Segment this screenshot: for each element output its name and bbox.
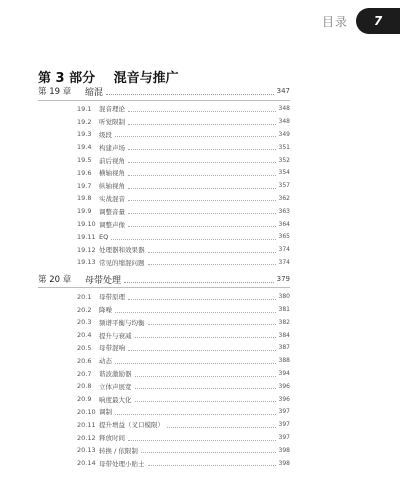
section-page: 374 — [278, 246, 290, 254]
section-row[interactable] — [38, 256, 290, 269]
section-number: 20.1 — [77, 292, 92, 301]
dot-leader — [148, 259, 276, 265]
dot-leader — [128, 157, 276, 163]
section-title: 级段 — [99, 130, 112, 139]
section-page: 348 — [278, 105, 290, 113]
section-number: 19.12 — [77, 245, 96, 254]
section-row[interactable] — [38, 218, 290, 231]
section-row[interactable] — [38, 205, 290, 218]
section-page: 397 — [278, 408, 290, 416]
section-title: 谐波激励器 — [99, 370, 132, 379]
section-row[interactable] — [38, 354, 290, 367]
chapter-number: 第 19 章 — [38, 87, 72, 98]
section-page: 380 — [278, 293, 290, 301]
section-page: 394 — [278, 370, 290, 378]
section-number: 20.13 — [77, 446, 96, 455]
dot-leader — [141, 447, 276, 453]
section-number: 19.5 — [77, 156, 92, 165]
section-number: 20.7 — [77, 369, 92, 378]
section-number: 20.6 — [77, 356, 92, 365]
section-row[interactable] — [38, 141, 290, 154]
page-header — [322, 8, 400, 34]
dot-leader — [115, 358, 276, 364]
section-row[interactable] — [38, 103, 290, 116]
dot-leader — [115, 131, 276, 137]
section-title: 处理器和效果器 — [99, 246, 145, 255]
section-number: 20.2 — [77, 305, 92, 314]
section-page: 396 — [278, 382, 290, 390]
dot-leader — [115, 307, 276, 313]
section-row[interactable] — [38, 290, 290, 303]
section-number: 20.5 — [77, 343, 92, 352]
section-row[interactable] — [38, 367, 290, 380]
section-page: 381 — [278, 306, 290, 314]
section-title: 降噪 — [99, 306, 112, 315]
dot-leader — [128, 195, 276, 201]
section-number: 20.14 — [77, 459, 96, 468]
dot-leader — [128, 170, 276, 176]
section-row[interactable] — [38, 393, 290, 406]
dot-leader — [124, 276, 274, 283]
dot-leader — [148, 247, 276, 253]
section-row[interactable] — [38, 115, 290, 128]
dot-leader — [167, 422, 276, 428]
section-number: 19.11 — [77, 232, 96, 241]
section-page: 374 — [278, 258, 290, 266]
section-row[interactable] — [38, 380, 290, 393]
table-of-contents — [38, 83, 290, 472]
section-page: 398 — [278, 446, 290, 454]
dot-leader — [128, 106, 276, 112]
section-row[interactable] — [38, 431, 290, 444]
section-number: 19.10 — [77, 220, 96, 229]
section-number: 19.1 — [77, 104, 92, 113]
chapter-page: 347 — [276, 87, 290, 96]
section-page: 364 — [278, 220, 290, 228]
section-row[interactable] — [38, 342, 290, 355]
section-number: 19.2 — [77, 117, 92, 126]
section-title: 提升与衰减 — [99, 331, 132, 340]
dot-leader — [115, 409, 276, 415]
section-title: 转换 / 依限制 — [99, 446, 138, 455]
section-title: 调制 — [99, 408, 112, 417]
section-title: 响度最大化 — [99, 395, 132, 404]
dot-leader — [128, 208, 276, 214]
section-page: 397 — [278, 421, 290, 429]
dot-leader — [135, 371, 276, 377]
section-number: 20.10 — [77, 407, 96, 416]
section-row[interactable] — [38, 457, 290, 470]
section-number: 20.12 — [77, 433, 96, 442]
section-title: 母带处理小贴士 — [99, 459, 145, 468]
page-number-tab: 7 — [356, 8, 400, 34]
section-row[interactable] — [38, 444, 290, 457]
dot-leader — [128, 119, 276, 125]
section-title: 横轴视角 — [99, 169, 125, 178]
section-page: 365 — [278, 233, 290, 241]
section-page: 398 — [278, 459, 290, 467]
section-page: 387 — [278, 344, 290, 352]
dot-leader — [128, 294, 276, 300]
chapter-number: 第 20 章 — [38, 275, 72, 286]
chapter-title: 缩混 — [85, 87, 104, 98]
dot-leader — [148, 460, 276, 466]
section-title: 混音理论 — [99, 105, 125, 114]
dot-leader — [135, 332, 276, 338]
chapter-row[interactable] — [38, 83, 290, 101]
section-page: 388 — [278, 357, 290, 365]
section-title: 提升增益（叉口模限） — [99, 421, 164, 430]
dot-leader — [128, 221, 276, 227]
dot-leader — [128, 435, 276, 441]
section-number: 19.6 — [77, 168, 92, 177]
section-row[interactable] — [38, 303, 290, 316]
dot-leader — [135, 396, 276, 402]
dot-leader — [135, 383, 276, 389]
section-title: EQ — [99, 232, 109, 241]
section-title: 立体声展宽 — [99, 382, 132, 391]
section-number: 20.11 — [77, 420, 96, 429]
chapter-row[interactable] — [38, 271, 290, 289]
section-title: 实战混音 — [99, 194, 125, 203]
section-page: 384 — [278, 331, 290, 339]
section-row[interactable] — [38, 418, 290, 431]
section-page: 382 — [278, 318, 290, 326]
section-title: 调整声像 — [99, 220, 125, 229]
section-page: 351 — [278, 143, 290, 151]
section-page: 396 — [278, 395, 290, 403]
section-row[interactable] — [38, 166, 290, 179]
section-number: 19.9 — [77, 207, 92, 216]
section-row[interactable] — [38, 243, 290, 256]
dot-leader — [128, 144, 276, 150]
dot-leader — [106, 88, 274, 95]
section-page: 349 — [278, 130, 290, 138]
part-name: 混音与推广 — [113, 71, 179, 86]
section-row[interactable] — [38, 329, 290, 342]
section-page: 354 — [278, 169, 290, 177]
section-title: 释放时间 — [99, 434, 125, 443]
section-page: 352 — [278, 156, 290, 164]
section-number: 19.8 — [77, 194, 92, 203]
section-title: 纵轴视角 — [99, 182, 125, 191]
section-number: 19.13 — [77, 258, 96, 267]
section-page: 348 — [278, 118, 290, 126]
section-title: 常见的缩混问题 — [99, 258, 145, 267]
section-row[interactable] — [38, 406, 290, 419]
section-row[interactable] — [38, 192, 290, 205]
section-number: 19.7 — [77, 181, 92, 190]
section-number: 20.9 — [77, 395, 92, 404]
dot-leader — [111, 234, 275, 240]
section-page: 363 — [278, 207, 290, 215]
dot-leader — [148, 319, 276, 325]
section-page: 357 — [278, 182, 290, 190]
dot-leader — [128, 345, 276, 351]
section-row[interactable] — [38, 179, 290, 192]
section-number: 19.3 — [77, 130, 92, 139]
chapter-title: 母带处理 — [85, 275, 122, 286]
chapter-gap — [38, 470, 290, 472]
section-title: 前后视角 — [99, 156, 125, 165]
section-title: 母带原理 — [99, 293, 125, 302]
section-title: 听觉限制 — [99, 118, 125, 127]
section-title: 母带混响 — [99, 344, 125, 353]
section-page: 362 — [278, 194, 290, 202]
section-number: 20.3 — [77, 318, 92, 327]
section-title: 频谱平衡与均衡 — [99, 318, 145, 327]
section-row[interactable] — [38, 316, 290, 329]
section-number: 20.8 — [77, 382, 92, 391]
section-title: 调整音量 — [99, 207, 125, 216]
section-row[interactable] — [38, 154, 290, 167]
chapter-page: 379 — [276, 275, 290, 284]
section-number: 19.4 — [77, 143, 92, 152]
section-row[interactable] — [38, 128, 290, 141]
header-label: 目录 — [321, 14, 348, 29]
dot-leader — [128, 183, 276, 189]
part-number: 第 3 部分 — [38, 71, 96, 86]
section-number: 20.4 — [77, 331, 92, 340]
section-row[interactable] — [38, 230, 290, 243]
section-title: 构建声场 — [99, 143, 125, 152]
section-title: 动态 — [99, 357, 112, 366]
section-page: 397 — [278, 434, 290, 442]
